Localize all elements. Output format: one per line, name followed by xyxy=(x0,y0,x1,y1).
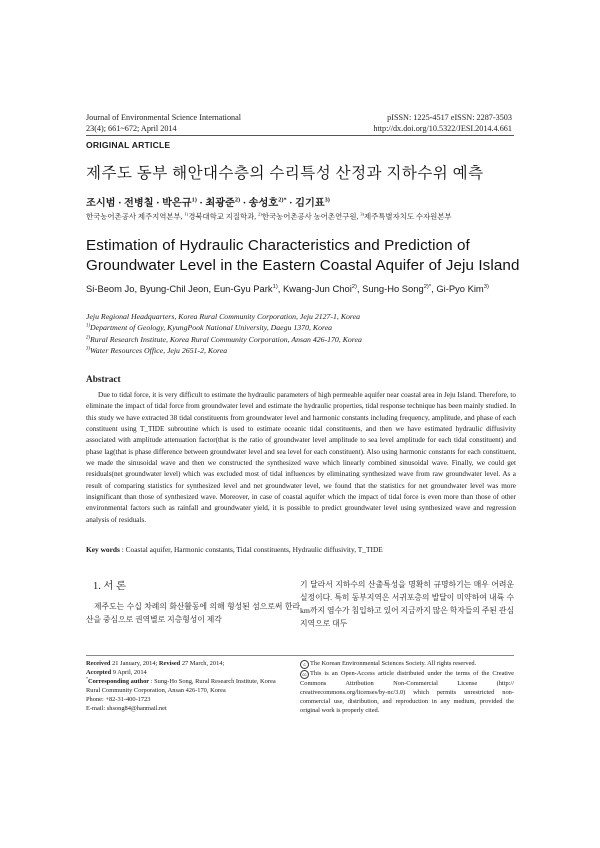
affiliation-line xyxy=(86,345,516,356)
issn-text: pISSN: 1225-4517 eISSN: 2287-3503 xyxy=(387,113,512,122)
keywords-label: Key words xyxy=(86,545,120,554)
affiliation-text: 제주특별자치도 수자원본부 xyxy=(364,212,452,221)
license-text: cc This is an Open-Access article distributed under the terms of the Creative Commons Attribution Non-Commercial License (http:// creativecommons.org/licenses/by-nc/3.0) which permits unrestricted non-commercial use, distribution, and reproduction in any medium, provided the original work is properly cited. xyxy=(300,670,514,715)
affiliation-line xyxy=(86,334,516,345)
journal-name: Journal of Environmental Science International xyxy=(86,113,242,122)
author-name: 최광준 xyxy=(205,198,235,209)
korean-affiliations xyxy=(86,211,452,222)
journal-identifiers xyxy=(373,112,512,134)
history-dates: Received 21 January, 2014; Revised 27 March, 2014; xyxy=(86,660,225,667)
author-name: 송성호 xyxy=(248,198,279,209)
affiliation-text: 한국농어촌공사 제주지역본부, xyxy=(86,212,185,221)
intro-right-column: 기 달라서 지하수의 산출특성을 명확히 규명하기는 매우 어려운 실정이다. 특히 동부지역은 서귀포층의 발달이 미약하여 내륙 수 km까지 염수가 침입하고 있어 지금까지 많은 학자들의 주된 관심지역으로 대두 xyxy=(300,580,514,628)
phone-number: Phone: +82-31-400-1723 xyxy=(86,696,151,704)
intro-left-column: 제주도는 수십 차례의 화산활동에 의해 형성된 섬으로써 한라산을 중심으로 권역별로 지층형성이 제각 xyxy=(86,602,300,624)
corresponding-author: *Corresponding author : Sung-Ho Song, Rural Research Institute, Korea Rural Community Corporation, Ansan 426-170, Korea xyxy=(86,676,276,695)
creative-commons-icon: cc xyxy=(300,670,309,679)
korean-title: 제주도 동부 해안대수층의 수리특성 산정과 지하수위 예측 xyxy=(86,165,484,182)
author-affiliation-mark: 3) xyxy=(324,196,330,204)
header-divider xyxy=(86,135,514,136)
english-title: Estimation of Hydraulic Characteristics and Prediction of Groundwater Level in the Eastern Coastal Aquifer of Jeju Island xyxy=(86,237,520,274)
footnote-divider xyxy=(86,655,514,656)
author-affiliation-mark: 1) xyxy=(191,196,197,204)
author-name: 전병칠 xyxy=(124,198,154,209)
author-name: 조시범 xyxy=(86,198,116,209)
author-name: Sung-Ho Song xyxy=(362,283,424,294)
english-affiliations xyxy=(86,311,516,357)
affiliation-text: Department of Geology, KyungPook National University, Daegu 1370, Korea xyxy=(90,323,333,333)
korean-authors: 조시범 · 전병칠 · 박은규$^{1)}$ · 최광준$^{2)}$ · 송성호$^{2)*}$ · 김기표$^{3)}$ xyxy=(86,196,330,209)
copyright-icon: c xyxy=(300,660,309,669)
affiliation-text: 한국농어촌공사 농어촌연구원, xyxy=(261,212,361,221)
author-name: 김기표 xyxy=(295,198,325,209)
author-name: Kwang-Jun Choi xyxy=(282,283,352,294)
copyright-line: c The Korean Environmental Sciences Society. All rights reserved. xyxy=(300,659,514,669)
affiliation-mark: 3) xyxy=(360,211,365,217)
author-affiliation-mark: 2)* xyxy=(423,283,432,290)
author-name: 박은규 xyxy=(162,198,192,209)
affiliation-text: Water Resources Office, Jeju 2651-2, Korea xyxy=(90,346,228,356)
abstract-heading: Abstract xyxy=(86,375,121,385)
english-authors: Si-Beom Jo, Byung-Chil Jeon, Eun-Gyu Park$^{1)}$, Kwang-Jun Choi$^{2)}$, Sung-Ho Song$^{2)*}$, Gi-Pyo Kim$^{3)}$ xyxy=(86,283,489,294)
affiliation-mark: 1) xyxy=(184,211,189,217)
author-affiliation-mark: 3) xyxy=(483,283,489,290)
affiliation-line xyxy=(86,322,516,333)
author-name: Eun-Gyu Park xyxy=(213,283,273,294)
keywords xyxy=(86,545,516,554)
abstract-body: Due to tidal force, it is very difficult to estimate the hydraulic parameters of high permeable aquifer near coastal area in Jeju Island. Therefore, to eliminate the impact of tidal force from groundwater level and estimate the hydraulic properties, tidal response technique has been mainly studied. In this study we have extracted 38 tidal constituents from groundwater level and harmonic constants including frequency, amplitude, and phase of each constituent using T_TIDE subroutine which is used to estimate oceanic tidal constituents, and then we have estimated hydraulic diffusivity associated with amplitude attenuation factor(that is the ratio of groundwater level amplitude to sea level amplitude for each tidal constituent) and phase lag(that is phase difference between groundwater level and sea level for each constituent). Also using harmonic constants for each constituent, we made the sinusoidal wave and then we constructed the synthesized wave which linearly combined sinusoidal wave. Finally, we could get residuals(net groundwater level) which was excluded most of tidal influences by eliminating synthesized wave from raw groundwater level. As a result of comparing statistics for synthesized level and net groundwater level, we found that the statistics for net groundwater level was more insignificant than those of synthesized wave. Moreover, in case of coastal aquifer which the impact of tidal force is even more than those of other environmental factors such as rainfall and groundwater yield, it is possible to predict groundwater level using synthesized wave and regression analysis of residuals. xyxy=(86,391,516,524)
author-name: Si-Beom Jo xyxy=(86,283,135,294)
journal-citation xyxy=(86,112,241,134)
affiliation-text: 경북대학교 지질학과, xyxy=(188,212,258,221)
journal-volume: 23(4); 661~672; April 2014 xyxy=(86,124,177,133)
accepted-date: Accepted 9 April, 2014 xyxy=(86,669,147,677)
affiliation-line xyxy=(86,311,516,322)
author-affiliation-mark: 2) xyxy=(234,196,241,204)
affiliation-text: Jeju Regional Headquarters, Korea Rural Community Corporation, Jeju 2127-1, Korea xyxy=(86,312,361,321)
affiliation-mark: 2) xyxy=(258,211,262,217)
affiliation-mark: 3) xyxy=(86,346,91,352)
author-name: Byung-Chil Jeon xyxy=(139,283,209,294)
article-history-footnote xyxy=(86,659,286,714)
keywords-list: : Coastal aquifer, Harmonic constants, Tidal constituents, Hydraulic diffusivity, T_TIDE xyxy=(119,545,383,554)
section-heading-intro: 1. 서 론 xyxy=(93,581,127,592)
affiliation-text: Rural Research Institute, Korea Rural Community Corporation, Ansan 426-170, Korea xyxy=(90,334,362,344)
affiliation-mark: 1) xyxy=(86,323,91,329)
affiliation-mark: 2) xyxy=(86,335,91,341)
email-address[interactable]: E-mail: shsong84@hanmail.net xyxy=(86,705,167,713)
author-affiliation-mark: 2) xyxy=(351,283,357,290)
license-footnote xyxy=(300,659,514,715)
article-type-label: ORIGINAL ARTICLE xyxy=(86,140,171,150)
author-affiliation-mark: 1) xyxy=(272,283,278,290)
doi-link[interactable]: http://dx.doi.org/10.5322/JESI.2014.4.661 xyxy=(373,124,512,133)
author-affiliation-mark: 2)* xyxy=(278,196,287,204)
author-name: Gi-Pyo Kim xyxy=(436,283,484,294)
